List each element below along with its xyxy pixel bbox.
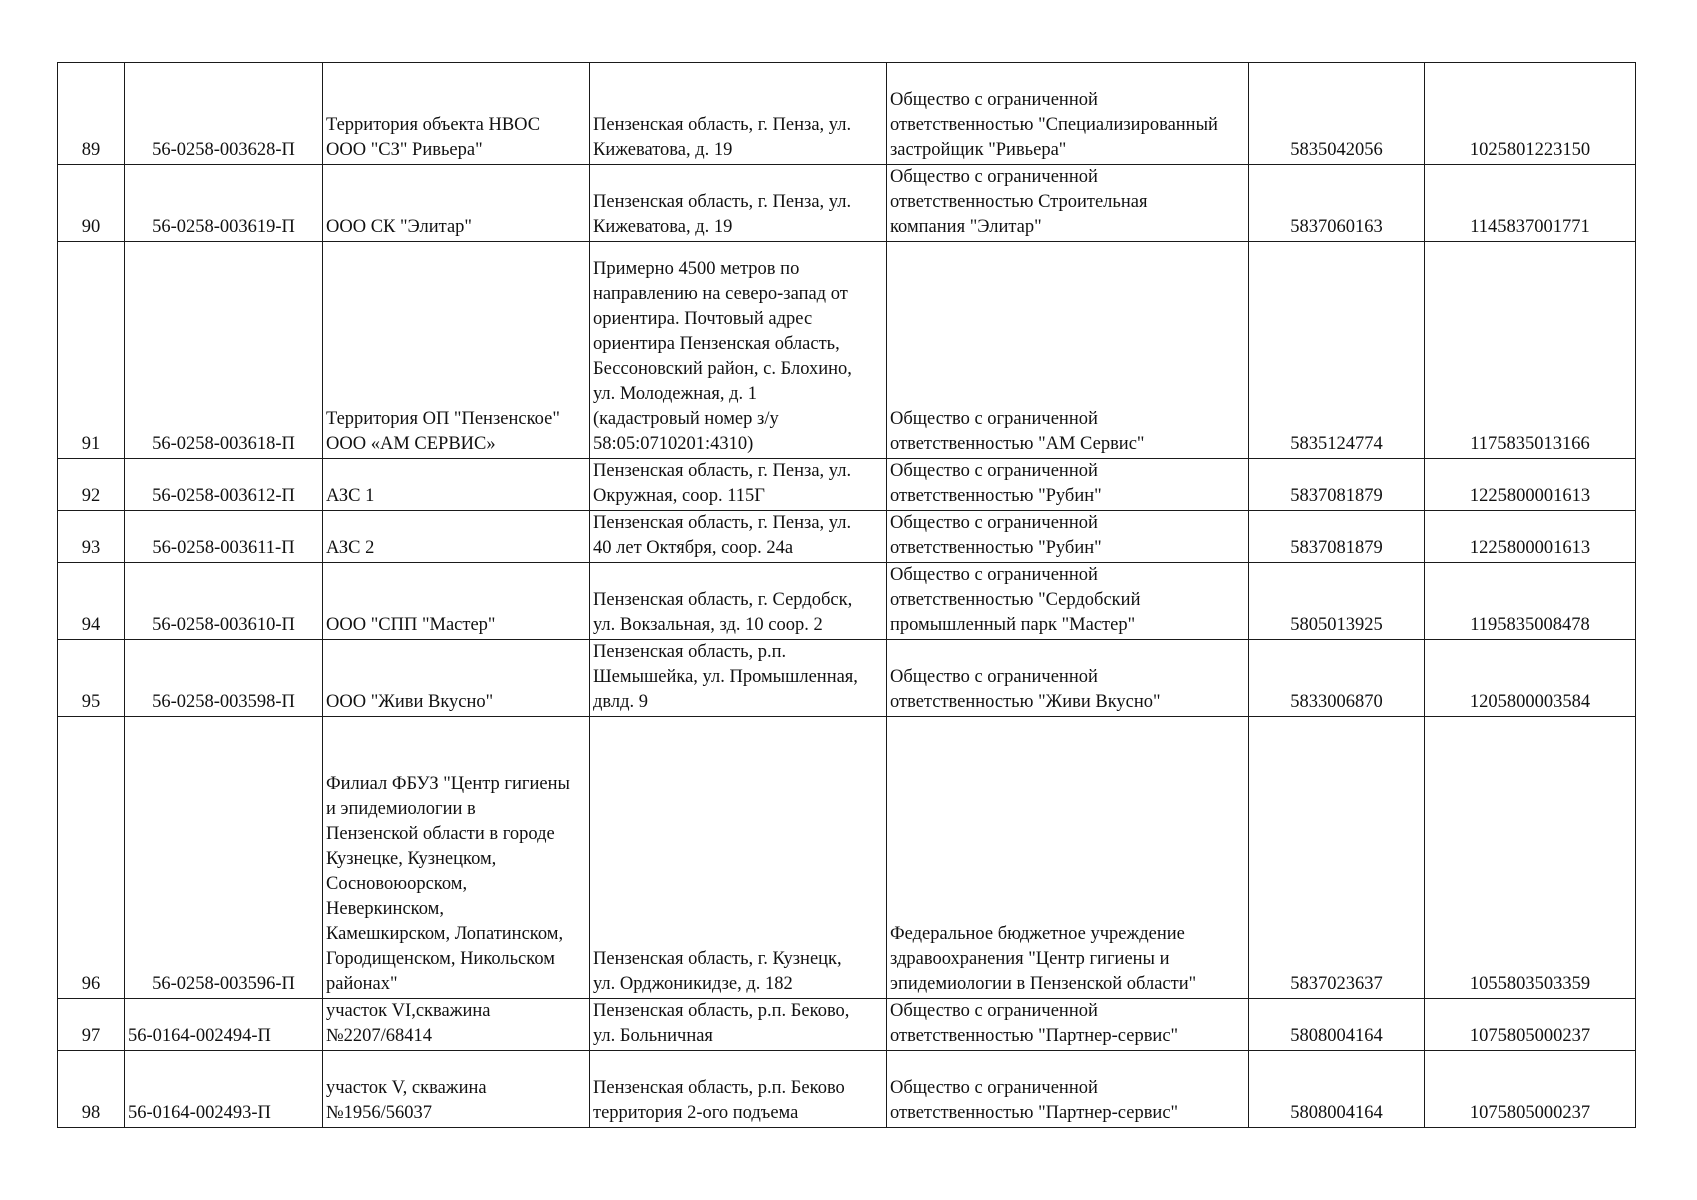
operator-name: Общество с ограниченной ответственностью "Рубин" — [887, 459, 1249, 511]
table-row — [58, 563, 1636, 640]
object-code: 56-0258-003598-П — [125, 640, 323, 717]
object-code: 56-0258-003611-П — [125, 511, 323, 563]
object-code: 56-0164-002494-П — [125, 999, 323, 1051]
row-number: 92 — [58, 459, 125, 511]
object-name: участок V, скважина №1956/56037 — [323, 1051, 590, 1128]
object-code: 56-0258-003619-П — [125, 165, 323, 242]
inn-value: 5837023637 — [1249, 717, 1425, 999]
inn-value: 5837060163 — [1249, 165, 1425, 242]
object-address: Пензенская область, г. Пенза, ул. Окружная, соор. 115Г — [590, 459, 887, 511]
object-code: 56-0258-003596-П — [125, 717, 323, 999]
object-name: ООО СК "Элитар" — [323, 165, 590, 242]
object-address: Пензенская область, р.п. Беково территория 2-ого подъема — [590, 1051, 887, 1128]
operator-name: Общество с ограниченной ответственностью "Партнер-сервис" — [887, 1051, 1249, 1128]
inn-value: 5833006870 — [1249, 640, 1425, 717]
object-code: 56-0258-003628-П — [125, 63, 323, 165]
row-number: 90 — [58, 165, 125, 242]
object-name: ООО "Живи Вкусно" — [323, 640, 590, 717]
object-name: Филиал ФБУЗ "Центр гигиены и эпидемиологии в Пензенской области в городе Кузнецке, Кузнецком, Сосновоюорском, Неверкинском, Камешкирском, Лопатинском, Городищенском, Никольском районах" — [323, 717, 590, 999]
row-number: 93 — [58, 511, 125, 563]
registry-table — [57, 62, 1636, 1128]
ogrn-value: 1145837001771 — [1425, 165, 1636, 242]
ogrn-value: 1075805000237 — [1425, 999, 1636, 1051]
object-code: 56-0258-003612-П — [125, 459, 323, 511]
ogrn-value: 1225800001613 — [1425, 459, 1636, 511]
row-number: 89 — [58, 63, 125, 165]
row-number: 96 — [58, 717, 125, 999]
inn-value: 5835124774 — [1249, 242, 1425, 459]
object-address: Пензенская область, р.п. Беково, ул. Больничная — [590, 999, 887, 1051]
ogrn-value: 1205800003584 — [1425, 640, 1636, 717]
object-name: АЗС 2 — [323, 511, 590, 563]
object-name: ООО "СПП "Мастер" — [323, 563, 590, 640]
operator-name: Общество с ограниченной ответственностью Строительная компания "Элитар" — [887, 165, 1249, 242]
ogrn-value: 1055803503359 — [1425, 717, 1636, 999]
inn-value: 5837081879 — [1249, 459, 1425, 511]
object-name: Территория ОП "Пензенское" ООО «АМ СЕРВИС» — [323, 242, 590, 459]
table-row — [58, 459, 1636, 511]
operator-name: Общество с ограниченной ответственностью "АМ Сервис" — [887, 242, 1249, 459]
object-code: 56-0258-003618-П — [125, 242, 323, 459]
inn-value: 5837081879 — [1249, 511, 1425, 563]
object-code: 56-0164-002493-П — [125, 1051, 323, 1128]
object-address: Пензенская область, г. Пенза, ул. Кижеватова, д. 19 — [590, 63, 887, 165]
table-row — [58, 165, 1636, 242]
object-address: Примерно 4500 метров по направлению на северо-запад от ориентира. Почтовый адрес ориентира Пензенская область, Бессоновский район, с. Блохино, ул. Молодежная, д. 1 (кадастровый номер з/у 58:05:0710201:4310) — [590, 242, 887, 459]
object-address: Пензенская область, г. Пенза, ул. Кижеватова, д. 19 — [590, 165, 887, 242]
object-name: участок VI,скважина №2207/68414 — [323, 999, 590, 1051]
operator-name: Общество с ограниченной ответственностью "Специализированный застройщик "Ривьера" — [887, 63, 1249, 165]
object-address: Пензенская область, г. Кузнецк, ул. Орджоникидзе, д. 182 — [590, 717, 887, 999]
object-name: Территория объекта НВОС ООО "СЗ" Ривьера" — [323, 63, 590, 165]
inn-value: 5805013925 — [1249, 563, 1425, 640]
object-name: АЗС 1 — [323, 459, 590, 511]
operator-name: Общество с ограниченной ответственностью "Живи Вкусно" — [887, 640, 1249, 717]
row-number: 97 — [58, 999, 125, 1051]
row-number: 94 — [58, 563, 125, 640]
ogrn-value: 1175835013166 — [1425, 242, 1636, 459]
inn-value: 5835042056 — [1249, 63, 1425, 165]
row-number: 95 — [58, 640, 125, 717]
table-row — [58, 717, 1636, 999]
ogrn-value: 1225800001613 — [1425, 511, 1636, 563]
row-number: 98 — [58, 1051, 125, 1128]
ogrn-value: 1195835008478 — [1425, 563, 1636, 640]
table-row — [58, 640, 1636, 717]
ogrn-value: 1025801223150 — [1425, 63, 1636, 165]
object-address: Пензенская область, р.п. Шемышейка, ул. Промышленная, двлд. 9 — [590, 640, 887, 717]
table-row — [58, 999, 1636, 1051]
object-address: Пензенская область, г. Пенза, ул. 40 лет Октября, соор. 24а — [590, 511, 887, 563]
operator-name: Общество с ограниченной ответственностью "Партнер-сервис" — [887, 999, 1249, 1051]
inn-value: 5808004164 — [1249, 999, 1425, 1051]
row-number: 91 — [58, 242, 125, 459]
inn-value: 5808004164 — [1249, 1051, 1425, 1128]
operator-name: Общество с ограниченной ответственностью "Рубин" — [887, 511, 1249, 563]
table-row — [58, 511, 1636, 563]
table-row — [58, 1051, 1636, 1128]
table-row — [58, 242, 1636, 459]
table-row — [58, 63, 1636, 165]
operator-name: Федеральное бюджетное учреждение здравоохранения "Центр гигиены и эпидемиологии в Пензенской области" — [887, 717, 1249, 999]
ogrn-value: 1075805000237 — [1425, 1051, 1636, 1128]
object-address: Пензенская область, г. Сердобск, ул. Вокзальная, зд. 10 соор. 2 — [590, 563, 887, 640]
operator-name: Общество с ограниченной ответственностью "Сердобский промышленный парк "Мастер" — [887, 563, 1249, 640]
object-code: 56-0258-003610-П — [125, 563, 323, 640]
